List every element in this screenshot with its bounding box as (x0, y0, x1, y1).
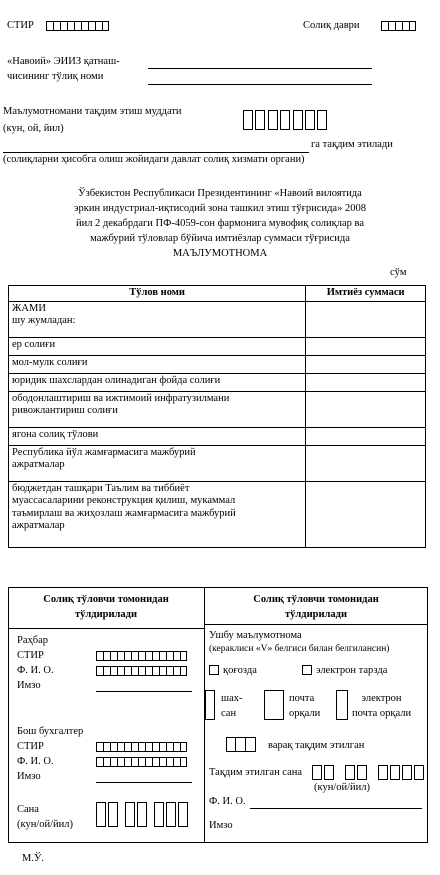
row-label: ягона солиқ тўлови (9, 427, 306, 445)
submit-date-label: Тақдим этилган сана (209, 767, 303, 778)
table-row (9, 301, 426, 337)
ref-hint: (кераклиси «V» белгиси билан белгилансин) (209, 644, 390, 654)
zone-label-2: чисининг тўлиқ номи (7, 71, 104, 82)
head-stir-label: СТИР (17, 650, 44, 661)
submit-date-hint: (кун/ой/йил) (314, 782, 370, 793)
zone-name-line[interactable] (148, 68, 372, 69)
title-line-3: йил 2 декабрдаги ПФ-4059-сон фармонига мувофиқ солиқлар ва (75, 218, 365, 229)
col-header-amount: Имтиёз суммаси (306, 286, 426, 302)
accountant-stir-cells[interactable] (96, 742, 187, 752)
row-label-sub: ажратмалар (12, 520, 65, 531)
benefits-table (8, 285, 426, 548)
deadline-label-1: Маълумотномани тақдим этиш муддати (3, 106, 182, 117)
stir-label: СТИР (7, 20, 34, 31)
currency-label: сўм (390, 267, 407, 278)
period-cells[interactable] (381, 21, 416, 31)
title-line-1: Ўзбекистон Республикаси Президентининг «Навоий вилоятида (78, 188, 362, 199)
in-person-label-2: сан (221, 708, 237, 719)
head-stir-cells[interactable] (96, 651, 187, 661)
electronic-label: электрон тарзда (316, 665, 388, 676)
authority-note: (солиқларни ҳисобга олиш жойидаги давлат солиқ хизмати органи) (3, 154, 305, 165)
email-checkbox[interactable] (336, 690, 348, 720)
zone-name-line-2[interactable] (148, 84, 372, 85)
head-signature-line[interactable] (96, 691, 192, 692)
ref-label: Ушбу маълумотнома (209, 630, 302, 641)
paper-label: қоғозда (223, 665, 257, 676)
zone-label-1: «Навоий» ЭИИЗ қатнаш- (7, 56, 120, 67)
right-fio-line[interactable] (250, 808, 422, 809)
accountant-stir-label: СТИР (17, 741, 44, 752)
sheets-label: варақ тақдим этилган (268, 740, 365, 751)
submit-date-day[interactable] (312, 765, 336, 780)
amount-cell[interactable] (306, 427, 426, 445)
row-label: ЖАМИ (12, 302, 46, 314)
amount-cell[interactable] (306, 373, 426, 391)
row-label-sub: муассасаларини реконструкция қилиш, мукаммал (12, 495, 236, 506)
left-header-1: Солиқ тўловчи томонидан (43, 594, 169, 605)
col-header-payment: Тўлов номи (9, 286, 306, 302)
row-label-sub: шу жумладан: (12, 315, 76, 326)
authority-line[interactable] (3, 152, 309, 153)
amount-cell[interactable] (306, 337, 426, 355)
post-label-2: орқали (289, 708, 321, 719)
submit-date-month[interactable] (345, 765, 369, 780)
left-header-rule (8, 628, 204, 629)
amount-cell[interactable] (306, 301, 426, 337)
row-label-sub: ажратмалар (12, 459, 65, 470)
right-fio-label: Ф. И. О. (209, 796, 246, 807)
accountant-signature-label: Имзо (17, 771, 41, 782)
accountant-fio-cells[interactable] (96, 757, 187, 767)
date-hint: (кун/ой/йил) (17, 819, 73, 830)
date-label: Сана (17, 804, 39, 815)
right-header-1: Солиқ тўловчи томонидан (253, 594, 379, 605)
head-signature-label: Имзо (17, 680, 41, 691)
submit-date-year[interactable] (378, 765, 426, 780)
right-signature-label: Имзо (209, 820, 233, 831)
amount-cell[interactable] (306, 355, 426, 373)
submitted-suffix: га тақдим этилади (311, 139, 393, 150)
accountant-signature-line[interactable] (96, 782, 192, 783)
title-line-5: МАЪЛУМОТНОМА (172, 248, 268, 259)
deadline-cells-day[interactable] (243, 110, 267, 130)
title-line-4: мажбурий тўловлар бўйича имтиёзлар суммаси тўғрисида (90, 233, 350, 244)
table-row (9, 373, 426, 391)
email-label-1: электрон (361, 693, 402, 704)
row-label: ободонлаштириш ва ижтимоий инфратузилмани (12, 392, 230, 404)
table-row (9, 427, 426, 445)
left-header-2: тўлдирилади (74, 609, 138, 620)
period-label: Солиқ даври (303, 20, 360, 31)
accountant-label: Бош бухгалтер (17, 726, 84, 737)
stamp-label: М.Ў. (22, 853, 45, 864)
date-cells-day[interactable] (96, 802, 120, 827)
row-label: мол-мулк солиғи (9, 355, 306, 373)
stir-cells[interactable] (46, 21, 109, 31)
date-cells-month[interactable] (125, 802, 149, 827)
deadline-cells-month[interactable] (268, 110, 292, 130)
head-fio-cells[interactable] (96, 666, 187, 676)
electronic-checkbox[interactable] (302, 665, 312, 675)
table-row (9, 481, 426, 547)
row-label-sub: ривожлантириш солиғи (12, 405, 118, 416)
right-header-rule (204, 624, 428, 625)
in-person-checkbox[interactable] (205, 690, 215, 720)
deadline-cells-year[interactable] (293, 110, 329, 130)
title-line-2: эркин индустриал-иқтисодий зона ташкил этиш тўғрисида» 2008 (74, 203, 366, 214)
head-label: Раҳбар (17, 635, 49, 646)
table-row (9, 445, 426, 481)
row-label: ер солиғи (9, 337, 306, 355)
in-person-label-1: шах- (221, 693, 243, 704)
amount-cell[interactable] (306, 391, 426, 427)
post-checkbox[interactable] (264, 690, 284, 720)
head-fio-label: Ф. И. О. (17, 665, 54, 676)
table-row (9, 391, 426, 427)
row-label-sub: таъмирлаш ва жиҳозлаш жамғармасига мажбурий (12, 507, 236, 519)
sheets-cells[interactable] (226, 737, 256, 752)
row-label: Республика йўл жамғармасига мажбурий (12, 446, 196, 458)
email-label-2: почта орқали (352, 708, 412, 719)
table-row (9, 355, 426, 373)
table-row (9, 337, 426, 355)
row-label: бюджетдан ташқари Таълим ва тиббиёт (12, 482, 190, 494)
amount-cell[interactable] (306, 481, 426, 547)
right-header-2: тўлдирилади (284, 609, 348, 620)
amount-cell[interactable] (306, 445, 426, 481)
row-label: юридик шахслардан олинадиган фойда солиғи (9, 373, 306, 391)
post-label-1: почта (289, 693, 315, 704)
accountant-fio-label: Ф. И. О. (17, 756, 54, 767)
paper-checkbox[interactable] (209, 665, 219, 675)
deadline-label-2: (кун, ой, йил) (3, 123, 64, 134)
date-cells-year[interactable] (154, 802, 190, 827)
